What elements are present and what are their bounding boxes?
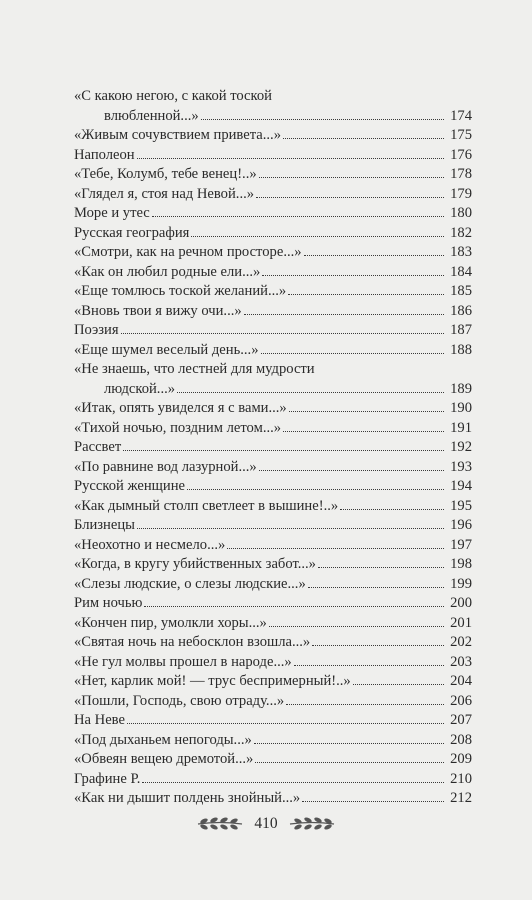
toc-entry-title: На Неве — [74, 712, 125, 728]
toc-entry — [74, 321, 472, 341]
toc-entry-title: Море и утес — [74, 205, 150, 221]
toc-entry-row — [74, 126, 472, 146]
toc-entry-title-line: «Не знаешь, что лестней для мудрости — [74, 361, 315, 377]
toc-entry — [74, 458, 472, 478]
toc-entry-title: «Тебе, Колумб, тебе венец!..» — [74, 166, 257, 182]
page-number: 410 — [254, 815, 278, 832]
toc-entry-title: Близнецы — [74, 517, 135, 533]
dot-leader — [269, 626, 444, 627]
toc-entry-page: 195 — [450, 497, 472, 514]
toc-entry-page: 207 — [450, 712, 472, 728]
toc-entry-title: «Живым сочувствием привета...» — [74, 127, 281, 143]
toc-entry — [74, 516, 472, 536]
toc-entry-page: 176 — [450, 146, 472, 163]
toc-entry-row — [74, 321, 472, 341]
toc-entry-title: «Тихой ночью, поздним летом...» — [74, 419, 282, 436]
toc-entry-row — [74, 204, 472, 224]
toc-entry-page: 204 — [450, 673, 472, 689]
dot-leader — [255, 762, 444, 763]
toc-entry-row — [74, 341, 472, 361]
toc-entry-title: «Обвеян вещею дремотой...» — [74, 751, 254, 767]
toc-entry-page: 180 — [450, 205, 472, 221]
toc-entry-title: Поэзия — [74, 322, 119, 338]
dot-leader — [144, 606, 444, 607]
toc-entry-title: «Еще шумел веселый день...» — [74, 341, 259, 358]
dot-leader — [256, 197, 444, 198]
toc-entry-row — [74, 497, 472, 517]
dot-leader — [294, 665, 444, 666]
toc-entry-row — [74, 575, 472, 595]
dot-leader — [286, 704, 444, 705]
toc-entry-row — [74, 594, 472, 614]
dot-leader — [262, 275, 444, 276]
toc-entry — [74, 204, 472, 224]
toc-entry-title: «Нет, карлик мой! — трус беспримерный!..» — [74, 673, 351, 689]
toc-entry — [74, 360, 472, 399]
toc-entry — [74, 770, 472, 790]
toc-entry-title-line: «С какою негою, с какой тоской — [74, 88, 272, 104]
toc-entry — [74, 594, 472, 614]
toc-entry-title: «Слезы людские, о слезы людские...» — [74, 575, 306, 592]
toc-entry-title: «Как он любил родные ели...» — [74, 263, 261, 280]
toc-entry-row — [74, 477, 472, 497]
toc-entry — [74, 536, 472, 556]
toc-entry-title: «Вновь твои я вижу очи...» — [74, 302, 242, 319]
toc-entry-row — [74, 653, 472, 673]
dot-leader — [254, 743, 444, 744]
dot-leader — [261, 353, 445, 354]
toc-entry-page: 192 — [450, 439, 472, 455]
toc-entry-title: Рим ночью — [74, 595, 143, 611]
dot-leader — [191, 236, 444, 237]
toc-entry-row — [74, 516, 472, 536]
dot-leader — [142, 782, 444, 783]
dot-leader — [244, 314, 444, 315]
toc-entry-title: «Пошли, Господь, свою отраду...» — [74, 692, 285, 709]
toc-entry — [74, 282, 472, 302]
toc-entry-title: «Глядел я, стоя над Невой...» — [74, 185, 255, 202]
toc-entry — [74, 672, 472, 692]
dot-leader — [127, 723, 444, 724]
toc-entry — [74, 185, 472, 205]
toc-entry-page: 199 — [450, 575, 472, 592]
toc-entry-row — [74, 380, 472, 400]
dot-leader — [227, 548, 444, 549]
toc-entry-row — [74, 731, 472, 751]
toc-entry-row — [74, 750, 472, 770]
toc-entry-row — [74, 672, 472, 692]
dot-leader — [340, 509, 444, 510]
dot-leader — [187, 489, 444, 490]
toc-entry — [74, 692, 472, 712]
toc-entry — [74, 126, 472, 146]
toc-entry-title: «Как дымный столп светлеет в вышине!..» — [74, 497, 339, 514]
toc-entry-title: «Смотри, как на речном просторе...» — [74, 244, 302, 260]
dot-leader — [288, 294, 444, 295]
toc-entry-row — [74, 282, 472, 302]
toc-entry-title: «По равнине вод лазурной...» — [74, 458, 257, 475]
toc-entry-page: 185 — [450, 283, 472, 299]
toc-entry-page: 202 — [450, 634, 472, 650]
toc-entry-row — [74, 399, 472, 419]
toc-entry-page: 208 — [450, 731, 472, 748]
dot-leader — [283, 431, 444, 432]
toc-entry-page: 200 — [450, 595, 472, 611]
toc-entry-page: 201 — [450, 614, 472, 631]
toc-entry — [74, 653, 472, 673]
toc-entry-row — [74, 458, 472, 478]
toc-entry-row — [74, 146, 472, 166]
dot-leader — [123, 450, 444, 451]
toc-entry-page: 186 — [450, 302, 472, 319]
dot-leader — [121, 333, 444, 334]
toc-entry-title: Графине Р. — [74, 770, 141, 787]
dot-leader — [289, 411, 444, 412]
toc-entry-title: Рассвет — [74, 439, 122, 455]
toc-entry-page: 193 — [450, 458, 472, 475]
toc-entry — [74, 399, 472, 419]
toc-entry-row — [74, 770, 472, 790]
left-laurel-ornament-icon — [196, 815, 244, 833]
toc-entry — [74, 555, 472, 575]
toc-entry-title: «Итак, опять увиделся я с вами...» — [74, 400, 287, 416]
dot-leader — [318, 567, 444, 568]
toc-entry-row — [74, 438, 472, 458]
toc-entry-title: «Неохотно и несмело...» — [74, 536, 226, 553]
toc-entry-title: «Под дыханьем непогоды...» — [74, 731, 252, 748]
dot-leader — [177, 392, 444, 393]
toc-entry-page: 187 — [450, 322, 472, 338]
toc-entry-page: 198 — [450, 556, 472, 572]
toc-entry — [74, 165, 472, 185]
toc-entry-row — [74, 555, 472, 575]
toc-entry-title: «Кончен пир, умолкли хоры...» — [74, 614, 267, 631]
toc-entry — [74, 146, 472, 166]
toc-entry — [74, 438, 472, 458]
dot-leader — [201, 119, 444, 120]
toc-entry-page: 174 — [450, 107, 472, 124]
toc-entry — [74, 750, 472, 770]
dot-leader — [259, 177, 444, 178]
dot-leader — [259, 470, 444, 471]
toc-entry-row — [74, 224, 472, 244]
toc-entry-page: 196 — [450, 517, 472, 533]
toc-entry-page: 203 — [450, 653, 472, 670]
toc-entry-row — [74, 302, 472, 322]
toc-entry — [74, 789, 472, 809]
dot-leader — [353, 684, 444, 685]
toc-entry — [74, 302, 472, 322]
toc-entry-row — [74, 263, 472, 283]
dot-leader — [302, 801, 444, 802]
toc-entry-title: Русская география — [74, 224, 190, 241]
toc-entry — [74, 633, 472, 653]
toc-entry-page: 179 — [450, 185, 472, 202]
toc-entry-page: 175 — [450, 127, 472, 143]
toc-entry-row — [74, 789, 472, 809]
toc-entry-row — [74, 243, 472, 263]
right-laurel-ornament-icon — [288, 815, 336, 833]
page-footer — [0, 815, 532, 833]
dot-leader — [308, 587, 444, 588]
toc-entry-row — [74, 185, 472, 205]
toc-entry-page: 209 — [450, 751, 472, 767]
toc-entry-title: «Как ни дышит полдень знойный...» — [74, 790, 301, 806]
toc-entry — [74, 614, 472, 634]
toc-entry-row — [74, 419, 472, 439]
toc-entry-title: людской...» — [104, 380, 176, 397]
toc-entry — [74, 575, 472, 595]
dot-leader — [283, 138, 444, 139]
toc-entry-page: 178 — [450, 166, 472, 182]
dot-leader — [312, 645, 444, 646]
toc-entry — [74, 341, 472, 361]
toc-entry-row — [74, 692, 472, 712]
toc-entry-title: Наполеон — [74, 146, 135, 163]
toc-entry-page: 194 — [450, 478, 472, 494]
toc-entry-row — [74, 614, 472, 634]
toc-entry — [74, 87, 472, 126]
toc-entry-page: 184 — [450, 263, 472, 280]
dot-leader — [137, 158, 444, 159]
dot-leader — [304, 255, 444, 256]
toc-entry-page: 189 — [450, 380, 472, 397]
toc-entry — [74, 711, 472, 731]
toc-entry-row — [74, 536, 472, 556]
toc-entry — [74, 497, 472, 517]
toc-entry-row — [74, 711, 472, 731]
toc-entry-page: 206 — [450, 692, 472, 709]
toc-entry — [74, 243, 472, 263]
toc-entry-title: «Не гул молвы прошел в народе...» — [74, 653, 292, 670]
toc-entry-page: 197 — [450, 536, 472, 553]
table-of-contents — [74, 87, 472, 809]
toc-entry-page: 188 — [450, 341, 472, 358]
toc-entry-page: 183 — [450, 244, 472, 260]
dot-leader — [152, 216, 444, 217]
toc-entry — [74, 419, 472, 439]
toc-entry-title: «Когда, в кругу убийственных забот...» — [74, 556, 316, 572]
toc-entry-row — [74, 633, 472, 653]
toc-entry-page: 212 — [450, 790, 472, 806]
toc-entry — [74, 224, 472, 244]
toc-entry-row — [74, 107, 472, 127]
toc-entry-title: «Святая ночь на небосклон взошла...» — [74, 634, 311, 650]
toc-entry — [74, 263, 472, 283]
toc-entry-row — [74, 165, 472, 185]
dot-leader — [137, 528, 444, 529]
toc-entry-title: Русской женщине — [74, 478, 185, 494]
toc-entry — [74, 731, 472, 751]
toc-entry-page: 190 — [450, 400, 472, 416]
toc-entry-title: «Еще томлюсь тоской желаний...» — [74, 283, 287, 299]
toc-entry-page: 210 — [450, 770, 472, 787]
toc-entry-title: влюбленной...» — [104, 107, 199, 124]
toc-entry-page: 191 — [450, 419, 472, 436]
toc-entry-page: 182 — [450, 224, 472, 241]
toc-entry — [74, 477, 472, 497]
